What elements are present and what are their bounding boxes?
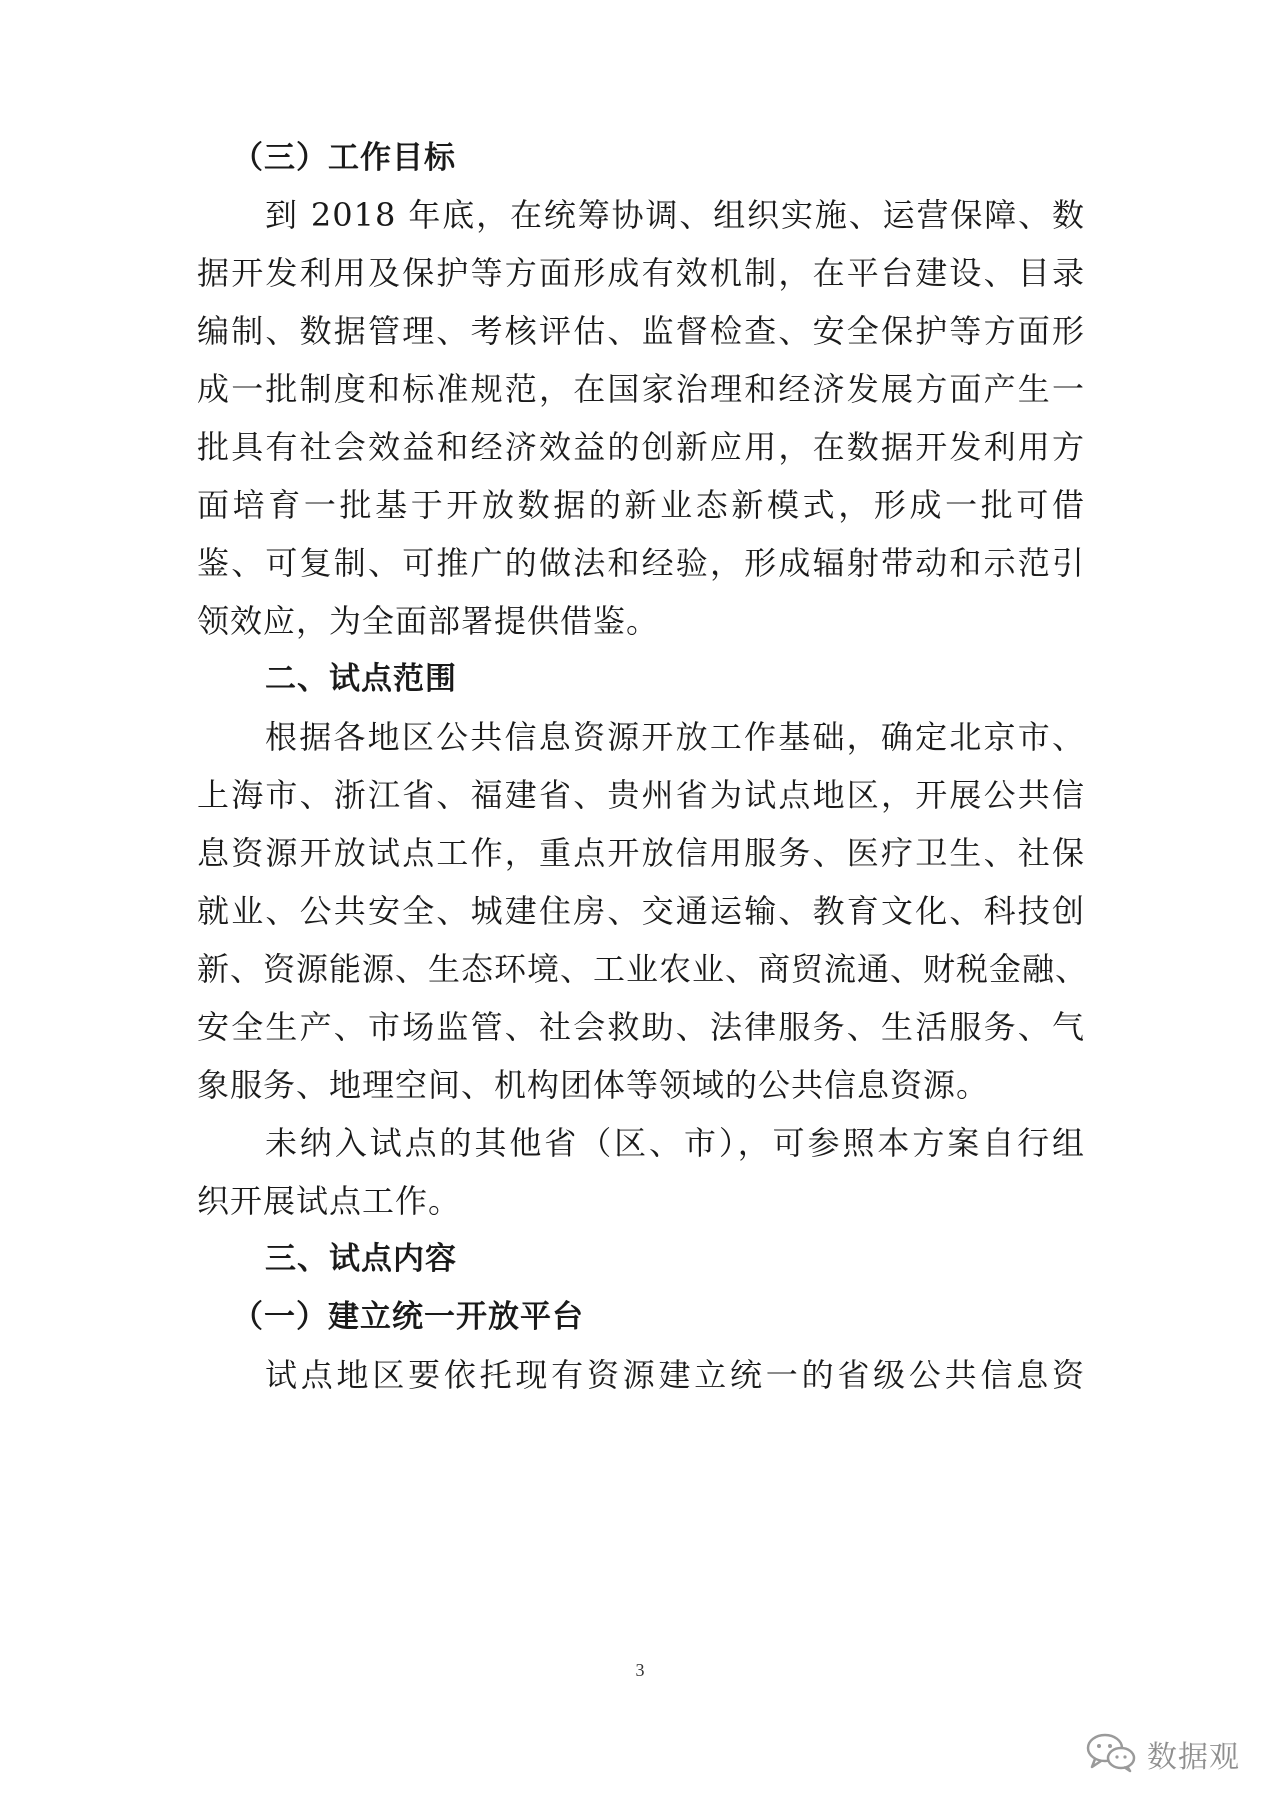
page-number: 3 xyxy=(635,1660,645,1680)
paragraph-line: 成一批制度和标准规范，在国家治理和经济发展方面产生一 xyxy=(197,370,1085,408)
section-heading: 二、试点范围 xyxy=(265,661,457,697)
paragraph-line: 象服务、地理空间、机构团体等领域的公共信息资源。 xyxy=(197,1066,990,1104)
paragraph-line: 领效应，为全面部署提供借鉴。 xyxy=(197,602,660,640)
paragraph-line: 未纳入试点的其他省（区、市），可参照本方案自行组 xyxy=(265,1124,1085,1162)
paragraph-line: 到 2018 年底，在统筹协调、组织实施、运营保障、数 xyxy=(265,196,1085,234)
paragraph-line: 编制、数据管理、考核评估、监督检查、安全保护等方面形 xyxy=(197,312,1085,350)
section-heading: 三、试点内容 xyxy=(265,1241,457,1277)
subsection-heading: （三）工作目标 xyxy=(232,140,456,176)
subsection-heading: （一）建立统一开放平台 xyxy=(232,1299,584,1335)
paragraph-line: 新、资源能源、生态环境、工业农业、商贸流通、财税金融、 xyxy=(197,950,1089,988)
paragraph-line: 根据各地区公共信息资源开放工作基础，确定北京市、 xyxy=(265,718,1085,756)
paragraph-line: 就业、公共安全、城建住房、交通运输、教育文化、科技创 xyxy=(197,892,1085,930)
paragraph-line: 试点地区要依托现有资源建立统一的省级公共信息资 xyxy=(265,1356,1085,1394)
paragraph-line: 鉴、可复制、可推广的做法和经验，形成辐射带动和示范引 xyxy=(197,544,1085,582)
watermark-text: 数据观 xyxy=(1147,1740,1240,1775)
watermark xyxy=(1085,1730,1240,1778)
paragraph-line: 批具有社会效益和经济效益的创新应用，在数据开发利用方 xyxy=(197,428,1085,466)
paragraph-line: 面培育一批基于开放数据的新业态新模式，形成一批可借 xyxy=(197,486,1085,524)
paragraph-line: 安全生产、市场监管、社会救助、法律服务、生活服务、气 xyxy=(197,1008,1085,1046)
paragraph-line: 织开展试点工作。 xyxy=(197,1182,462,1220)
paragraph-line: 息资源开放试点工作，重点开放信用服务、医疗卫生、社保 xyxy=(197,834,1085,872)
wechat-icon xyxy=(1085,1731,1137,1777)
paragraph-line: 据开发利用及保护等方面形成有效机制，在平台建设、目录 xyxy=(197,254,1085,292)
paragraph-line: 上海市、浙江省、福建省、贵州省为试点地区，开展公共信 xyxy=(197,776,1085,814)
